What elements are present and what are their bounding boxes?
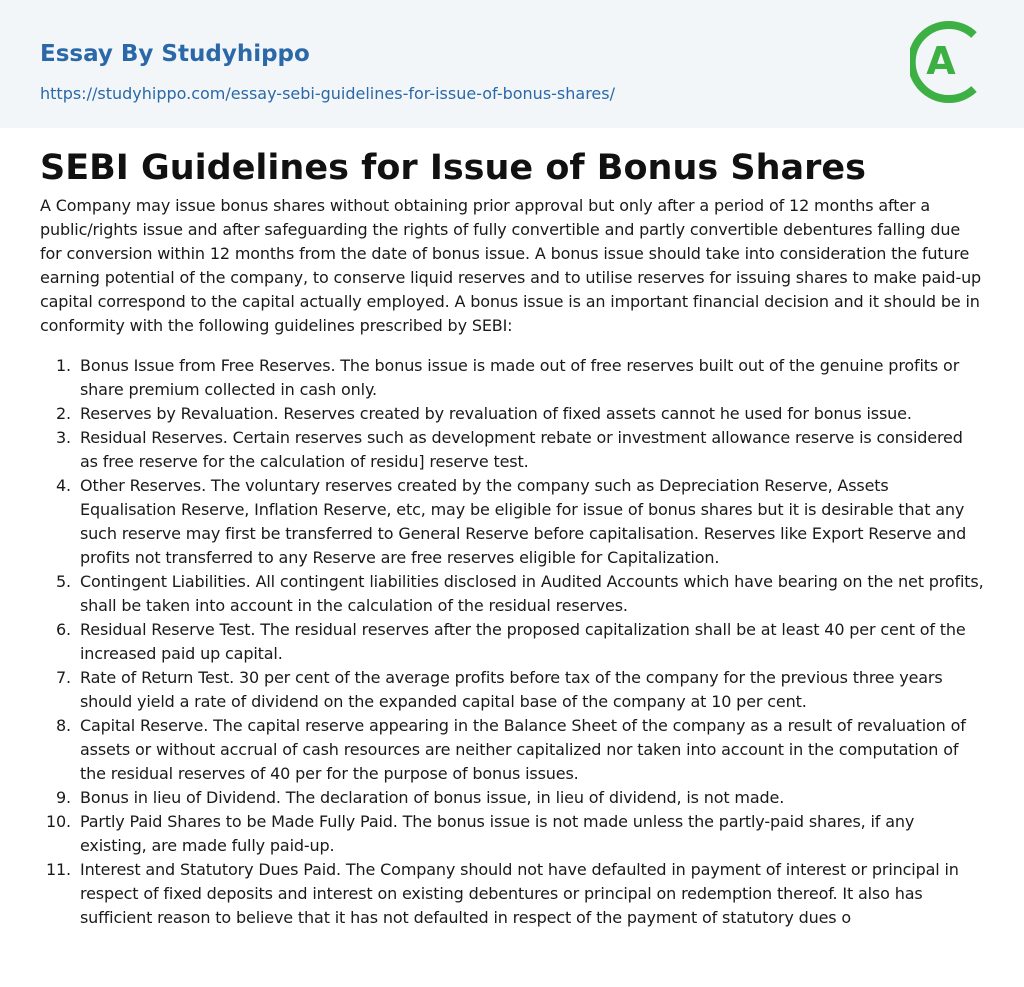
list-item-text: Residual Reserve Test. The residual reserves after the proposed capitalization shall be at least 40 per cent of the increased paid up capital. [80, 620, 966, 663]
list-item-text: Reserves by Revaluation. Reserves created by revaluation of fixed assets cannot he used for bonus issue. [80, 404, 912, 423]
site-brand[interactable]: Essay By Studyhippo [40, 41, 310, 67]
list-item [40, 354, 984, 402]
list-item [40, 618, 984, 666]
list-item-text: Interest and Statutory Dues Paid. The Company should not have defaulted in payment of interest or principal in respect of fixed deposits and interest on existing debentures or principal on redemption thereof. It also has sufficient reason to believe that it has not defaulted in respect of the payment of statutory dues o [80, 860, 959, 927]
list-item-text: Contingent Liabilities. All contingent liabilities disclosed in Audited Accounts which have bearing on the net profits, shall be taken into account in the calculation of the residual reserves. [80, 572, 984, 615]
list-item [40, 786, 984, 810]
list-item-number: 6. [56, 620, 71, 639]
list-item [40, 714, 984, 786]
list-item [40, 810, 984, 858]
list-item [40, 666, 984, 714]
list-item-number: 1. [56, 356, 71, 375]
page-title: SEBI Guidelines for Issue of Bonus Shares [40, 148, 866, 188]
site-header [0, 0, 1024, 128]
list-item [40, 570, 984, 618]
list-item-number: 3. [56, 428, 71, 447]
list-item [40, 858, 984, 930]
article-url-link[interactable]: https://studyhippo.com/essay-sebi-guidelines-for-issue-of-bonus-shares/ [40, 84, 615, 103]
list-item-text: Partly Paid Shares to be Made Fully Paid. The bonus issue is not made unless the partly-paid shares, if any existing, are made fully paid-up. [80, 812, 915, 855]
list-item-text: Capital Reserve. The capital reserve appearing in the Balance Sheet of the company as a result of revaluation of assets or without accrual of cash resources are neither capitalized nor taken into account in the computation of the residual reserves of 40 per for the purpose of bonus issues. [80, 716, 966, 783]
list-item-number: 4. [56, 476, 71, 495]
list-item-text: Other Reserves. The voluntary reserves created by the company such as Depreciation Reserve, Assets Equalisation Reserve, Inflation Reserve, etc, may be eligible for issue of bonus shares but it is desirable that any such reserve may first be transferred to General Reserve before capitalisation. Reserves like Export Reserve and profits not transferred to any Reserve are free reserves eligible for Capitalization. [80, 476, 967, 567]
logo-letter: A [926, 39, 956, 83]
list-item-number: 2. [56, 404, 71, 423]
list-item-number: 11. [46, 860, 71, 879]
list-item-number: 7. [56, 668, 71, 687]
list-item-text: Bonus Issue from Free Reserves. The bonus issue is made out of free reserves built out of the genuine profits or share premium collected in cash only. [80, 356, 960, 399]
list-item-number: 5. [56, 572, 71, 591]
intro-paragraph: A Company may issue bonus shares without obtaining prior approval but only after a period of 12 months after a public/rights issue and after safeguarding the rights of fully convertible and partly convertible debentures falling due for conversion within 12 months from the date of bonus issue. A bonus issue should take into consideration the future earning potential of the company, to conserve liquid reserves and to utilise reserves for issuing shares to make paid-up capital correspond to the capital actually employed. A bonus issue is an important financial decision and it should be in conformity with the following guidelines prescribed by SEBI: [40, 196, 982, 335]
list-item-number: 8. [56, 716, 71, 735]
list-item-text: Residual Reserves. Certain reserves such as development rebate or investment allowance reserve is considered as free reserve for the calculation of residu] reserve test. [80, 428, 963, 471]
studyhippo-logo-icon[interactable] [910, 18, 988, 106]
list-item-text: Bonus in lieu of Dividend. The declaration of bonus issue, in lieu of dividend, is not made. [80, 788, 785, 807]
list-item [40, 402, 984, 426]
list-item-number: 10. [46, 812, 71, 831]
article [0, 128, 1024, 930]
guidelines-list [40, 354, 984, 930]
list-item [40, 426, 984, 474]
list-item-number: 9. [56, 788, 71, 807]
list-item-text: Rate of Return Test. 30 per cent of the average profits before tax of the company for the previous three years should yield a rate of dividend on the expanded capital base of the company at 10 per cent. [80, 668, 943, 711]
list-item [40, 474, 984, 570]
